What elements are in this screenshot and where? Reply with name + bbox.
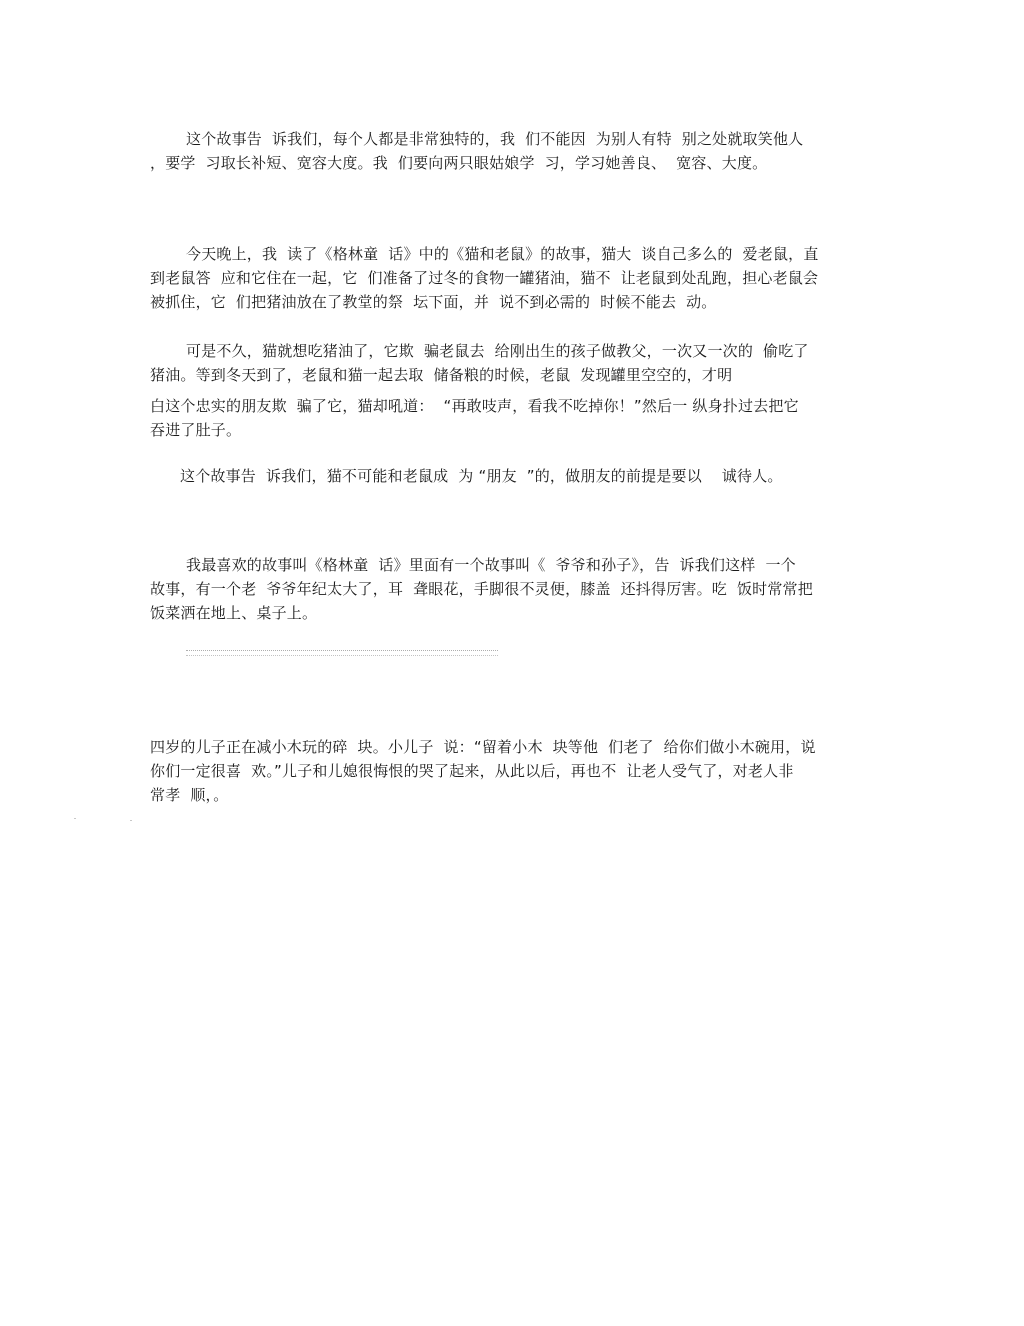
text-line: 今天晚上，我 读了《格林童 话》中的《猫和老鼠》的故事，猫大 谈自己多么的 爱老鼠，直: [186, 245, 819, 263]
text-line: 四岁的儿子正在减小木玩的碎 块。小儿子 说：“留着小木 块等他 们老了 给你们做小木碗用，说: [150, 738, 816, 756]
text-line: 猪油。等到冬天到了，老鼠和猫一起去取 储备粮的时候，老鼠 发现罐里空空的，才明: [150, 366, 733, 384]
text-line: 你们一定很喜 欢。”儿子和儿媳很悔恨的哭了起来，从此以后，再也不 让老人受气了，对老人非: [150, 762, 794, 780]
illegible-text-line: [186, 650, 498, 656]
text-line: ，要学 习取长补短、宽容大度。我 们要向两只眼姑娘学 习，学习她善良、 宽容、大度。: [150, 154, 768, 172]
text-line: 常孝 顺，。: [150, 786, 229, 804]
text-line: 到老鼠答 应和它住在一起，它 们准备了过冬的食物一罐猪油，猫不 让老鼠到处乱跑，担心老鼠会: [150, 269, 819, 287]
text-line: 这个故事告 诉我们，每个人都是非常独特的，我 们不能因 为别人有特 别之处就取笑他人: [186, 130, 804, 148]
text-line: 白这个忠实的朋友欺 骗了它，猫却吼道： “再敢吱声，看我不吃掉你！”然后一 纵身扑过去把它: [150, 397, 799, 415]
text-line: 可是不久，猫就想吃猪油了，它欺 骗老鼠去 给刚出生的孩子做教父，一次又一次的 偷吃了: [186, 342, 809, 360]
text-line: 吞进了肚子。: [150, 421, 242, 439]
text-line: 这个故事告 诉我们，猫不可能和老鼠成 为 “朋友 ”的，做朋友的前提是要以 诚待人。: [180, 467, 783, 485]
text-line: 饭菜洒在地上、桌子上。: [150, 604, 318, 622]
text-line: 我最喜欢的故事叫《格林童 话》里面有一个故事叫《 爷爷和孙子》，告 诉我们这样 一个: [186, 556, 796, 574]
scan-speck: [74, 818, 76, 819]
text-line: 被抓住，它 们把猪油放在了教堂的祭 坛下面，并 说不到必需的 时候不能去 动。: [150, 293, 717, 311]
scan-speck: [130, 820, 132, 821]
text-line: 故事，有一个老 爷爷年纪太大了，耳 聋眼花，手脚很不灵便，膝盖 还抖得厉害。吃 饭时常常把: [150, 580, 813, 598]
